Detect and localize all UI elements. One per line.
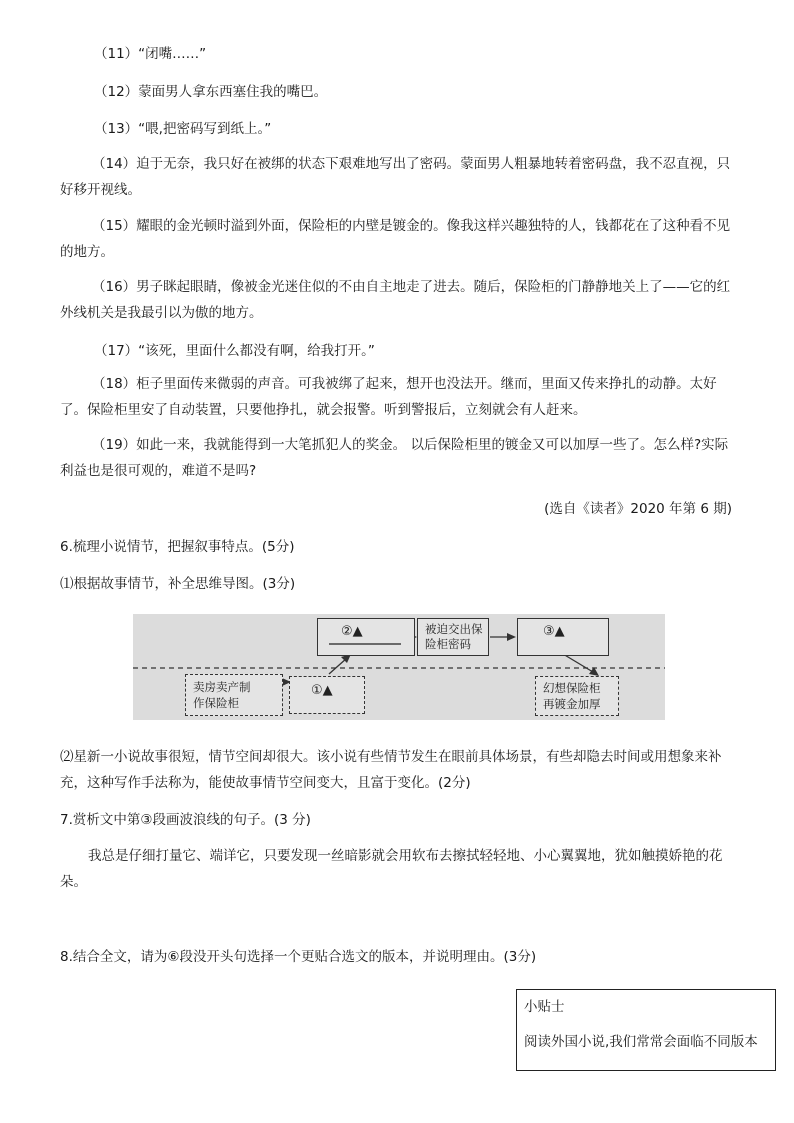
paragraph-12: （12）蒙面男人拿东西塞住我的嘴巴。 <box>94 84 328 100</box>
question-6: 6.梳理小说情节，把握叙事特点。(5分) <box>60 539 295 555</box>
box-fantasy-line-2: 再镀金加厚 <box>543 697 601 711</box>
paragraph-14: （14）迫于无奈，我只好在被绑的状态下艰难地写出了密码。蒙面男人粗暴地转着密码盘，我不忍直视，只好移开视线。 <box>60 156 731 198</box>
box-2-label: ②▲ <box>341 624 363 639</box>
box-1-label: ①▲ <box>311 683 333 698</box>
question-6-1: ⑴根据故事情节，补全思维导图。(3分) <box>60 576 296 592</box>
plot-mind-map <box>133 614 665 720</box>
box-password-line-2: 险柜密码 <box>425 637 471 651</box>
paragraph-15: （15）耀眼的金光顿时溢到外面，保险柜的内壁是镀金的。像我这样兴趣独特的人，钱都花在了这种看不见的地方。 <box>60 218 731 260</box>
question-7-quote: 我总是仔细打量它、端详它，只要发现一丝暗影就会用软布去擦拭轻轻地、小心翼翼地，犹如触摸娇艳的花朵。 <box>60 848 723 890</box>
paragraph-18: （18）柜子里面传来微弱的声音。可我被绑了起来，想开也没法开。继而，里面又传来挣扎的动静。太好了。保险柜里安了自动装置，只要他挣扎，就会报警。听到警报后，立刻就会有人赶来。 <box>60 376 717 418</box>
box-safe-line-2: 作保险柜 <box>193 696 239 710</box>
question-8: 8.结合全文，请为⑥段没开头句选择一个更贴合选文的版本，并说明理由。(3分) <box>60 949 537 965</box>
paragraph-11: （11）“闭嘴……” <box>94 46 207 62</box>
paragraph-13: （13）“喂,把密码写到纸上。” <box>94 121 272 137</box>
box-3-label: ③▲ <box>543 624 565 639</box>
paragraph-17: （17）“该死，里面什么都没有啊，给我打开。” <box>94 343 375 359</box>
box-fantasy-line-1: 幻想保险柜 <box>543 681 601 695</box>
tip-title: 小贴士 <box>524 999 565 1015</box>
box-password-line-1: 被迫交出保 <box>425 622 483 636</box>
tip-box <box>516 989 776 1071</box>
tip-text: 阅读外国小说,我们常常会面临不同版本 <box>524 1034 758 1050</box>
paragraph-16: （16）男子眯起眼睛，像被金光迷住似的不由自主地走了进去。随后，保险柜的门静静地关上了——它的红外线机关是我最引以为傲的地方。 <box>60 279 731 321</box>
source-citation: (选自《读者》2020 年第 6 期) <box>544 501 732 517</box>
question-7: 7.赏析文中第③段画波浪线的句子。(3 分) <box>60 812 311 828</box>
paragraph-19: （19）如此一来，我就能得到一大笔抓犯人的奖金。 以后保险柜里的镀金又可以加厚一些了。怎么样?实际利益也是很可观的，难道不是吗? <box>60 437 729 479</box>
question-6-2: ⑵星新一小说故事很短，情节空间却很大。该小说有些情节发生在眼前具体场景，有些却隐去时间或用想象来补充，这种写作手法称为，能使故事情节空间变大，且富于变化。(2分) <box>60 749 722 791</box>
mind-map-box-2 <box>317 618 415 656</box>
box-safe-line-1: 卖房卖产制 <box>193 680 251 694</box>
